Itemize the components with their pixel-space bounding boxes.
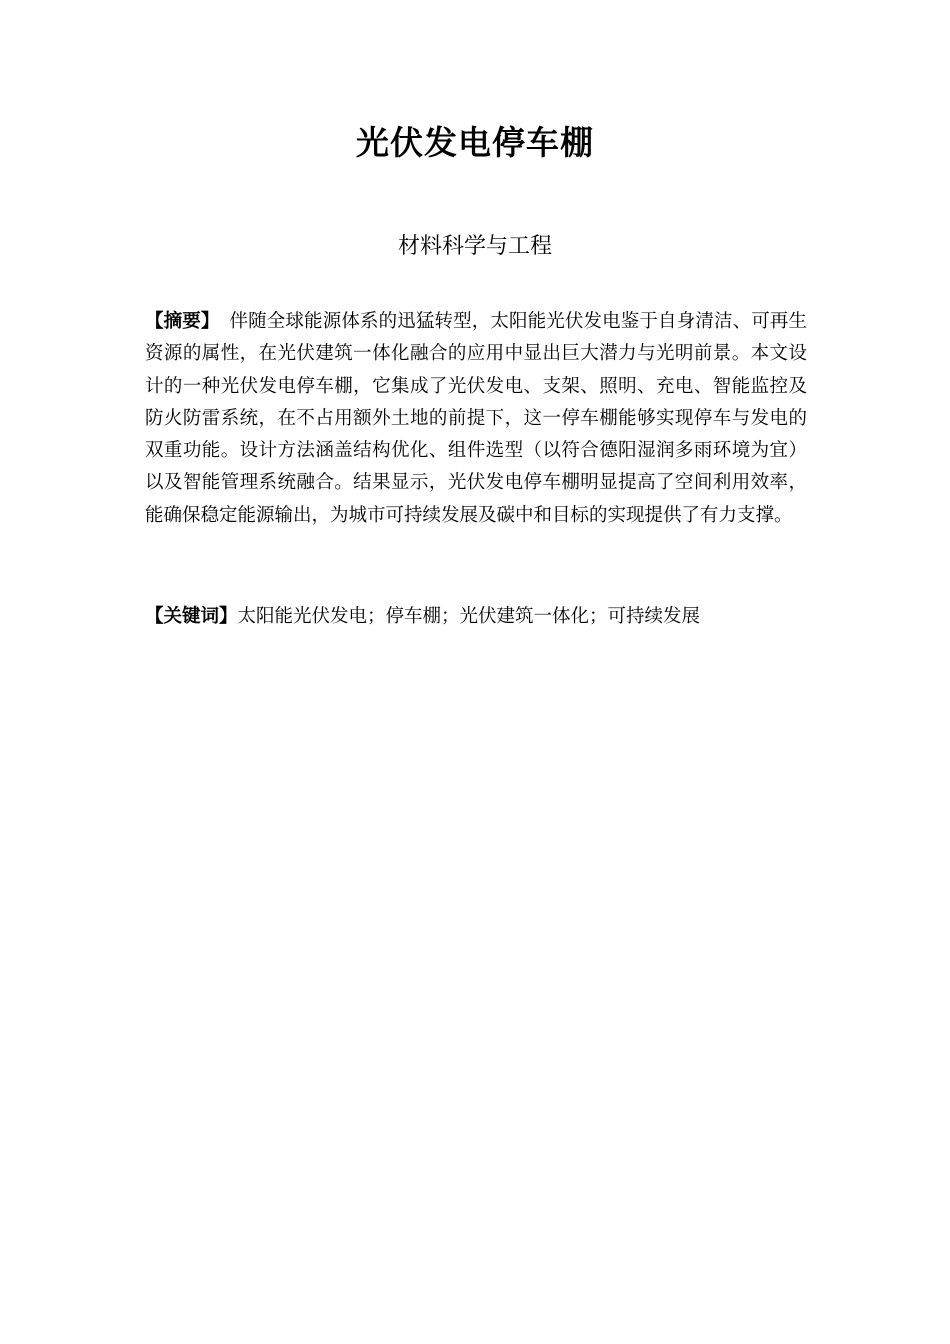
document-title: 光伏发电停车棚 bbox=[356, 123, 594, 162]
keywords-label: 【关键词】 bbox=[145, 606, 238, 627]
document-subtitle: 材料科学与工程 bbox=[397, 234, 552, 259]
keywords-paragraph bbox=[145, 601, 807, 633]
abstract-paragraph bbox=[145, 306, 807, 532]
abstract-text: 伴随全球能源体系的迅猛转型，太阳能光伏发电鉴于自身清洁、可再生资源的属性，在光伏建筑一体化融合的应用中显出巨大潜力与光明前景。本文设计的一种光伏发电停车棚，它集成了光伏发电、支架、照明、充电、智能监控及防火防雷系统，在不占用额外土地的前提下，这一停车棚能够实现停车与发电的双重功能。设计方法涵盖结构优化、组件选型（以符合德阳湿润多雨环境为宜）以及智能管理系统融合。结果显示，光伏发电停车棚明显提高了空间利用效率，能确保稳定能源输出，为城市可持续发展及碳中和目标的实现提供了有力支撑。 bbox=[145, 311, 807, 526]
keywords-text: 太阳能光伏发电；停车棚；光伏建筑一体化；可持续发展 bbox=[237, 606, 701, 627]
abstract-label: 【摘要】 bbox=[145, 311, 220, 332]
